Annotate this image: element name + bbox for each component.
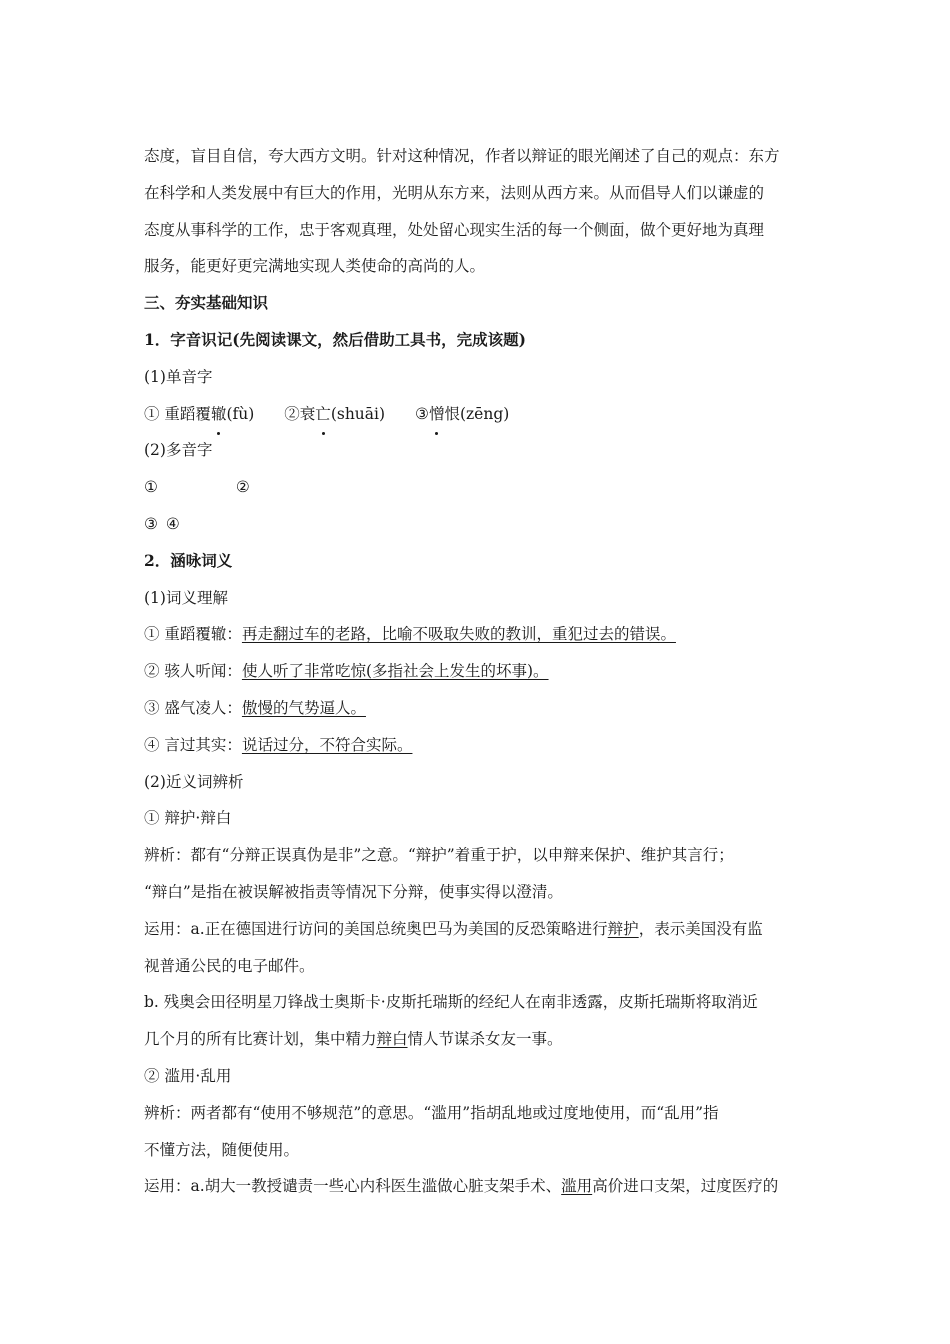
vocab-term: ③ 盛气凌人： [144,698,242,717]
vocab-entry [144,690,808,727]
usage-answer: 辩护 [607,919,639,938]
usage-line [144,1021,808,1058]
usage-line [144,1168,808,1205]
dotted-char: 亡 [315,396,331,433]
usage-text: 几个月的所有比赛计划，集中精力 [144,1030,377,1049]
vocab-definition: 使人听了非常吃惊(多指社会上发生的坏事)。 [241,662,549,681]
single-c-pinyin: 恨(zēng) [444,404,510,423]
item-heading: 1．字音识记(先阅读课文，然后借助工具书，完成该题) [144,329,526,349]
usage-text: ，表示美国没有监 [638,919,763,938]
synonym-pair-title: ① 辩护·辩白 [144,809,232,828]
vocab-term: ① 重蹈覆辙： [144,625,242,644]
vocab-definition: 傲慢的气势逼人。 [241,698,366,717]
analysis-line: 辨析：都有“分辩正误真伪是非”之意。“辩护”着重于护，以申辩来保护、维护其言行； [144,846,734,865]
usage-answer: 滥用 [561,1177,593,1196]
multi-number: ③ [144,514,158,533]
intro-line: 服务，能更好更完满地实现人类使命的高尚的人。 [144,257,486,276]
usage-text: 高价进口支架，过度医疗的 [592,1177,779,1196]
analysis-line: “辩白”是指在被误解被指责等情况下分辩，使事实得以澄清。 [144,882,563,901]
subheading-synonyms: (2)近义词辨析 [144,772,244,791]
single-a-pinyin: (fù) [226,404,255,423]
multi-number: ① [144,478,158,497]
multi-char-row [144,469,808,506]
vocab-term: ② 骇人听闻： [144,662,242,681]
vocab-entry [144,616,808,653]
usage-line: b. 残奥会田径明星刀锋战士奥斯卡·皮斯托瑞斯的经纪人在南非透露，皮斯托瑞斯将取消近 [144,993,758,1012]
single-a-prefix: ① 重蹈覆 [144,404,211,423]
subheading-multi-chars: (2)多音字 [144,441,213,460]
document-page [144,138,808,1205]
vocab-definition: 说话过分，不符合实际。 [241,735,413,754]
usage-line: 视普通公民的电子邮件。 [144,956,315,975]
usage-text: 运用：a.正在德国进行访问的美国总统奥巴马为美国的反恐策略进行 [144,919,608,938]
intro-line: 态度，盲目自信，夸大西方文明。针对这种情况，作者以辩证的眼光阐述了自己的观点：东方 [144,147,780,165]
usage-line [144,911,808,948]
usage-answer: 辩白 [376,1030,408,1049]
synonym-pair-title: ② 滥用·乱用 [144,1066,232,1085]
multi-char-row [144,506,808,543]
usage-text: 运用：a.胡大一教授谴责一些心内科医生滥做心脏支架手术、 [144,1177,562,1196]
vocab-definition: 再走翻过车的老路，比喻不吸取失败的教训，重犯过去的错误。 [241,625,676,644]
item-heading: 2．涵咏词义 [144,550,233,570]
intro-line: 在科学和人类发展中有巨大的作用，光明从东方来，法则从西方来。从而倡导人们以谦虚的 [144,183,765,202]
subheading-single-chars: (1)单音字 [144,367,213,386]
vocab-entry [144,727,808,764]
section-heading: 三、夯实基础知识 [144,293,269,313]
single-b-pinyin: (shuāi) [330,404,386,423]
usage-text: 情人节谋杀女友一事。 [407,1030,563,1049]
intro-line: 态度从事科学的工作，忠于客观真理，处处留心现实生活的每一个侧面，做个更好地为真理 [144,220,765,239]
multi-number: ② [235,478,250,497]
vocab-term: ④ 言过其实： [144,735,242,754]
single-c-prefix: ③ [415,404,429,423]
analysis-line: 不懂方法，随便使用。 [144,1140,300,1159]
dotted-char: 辙 [211,396,227,433]
subheading-vocab: (1)词义理解 [144,588,228,607]
vocab-entry [144,653,808,690]
multi-number: ④ [165,514,180,533]
dotted-char: 憎 [429,396,445,433]
single-char-items [144,396,808,433]
single-b-prefix: ②衰 [284,404,316,423]
analysis-line: 辨析：两者都有“使用不够规范”的意思。“滥用”指胡乱地或过度地使用，而“乱用”指 [144,1103,719,1122]
